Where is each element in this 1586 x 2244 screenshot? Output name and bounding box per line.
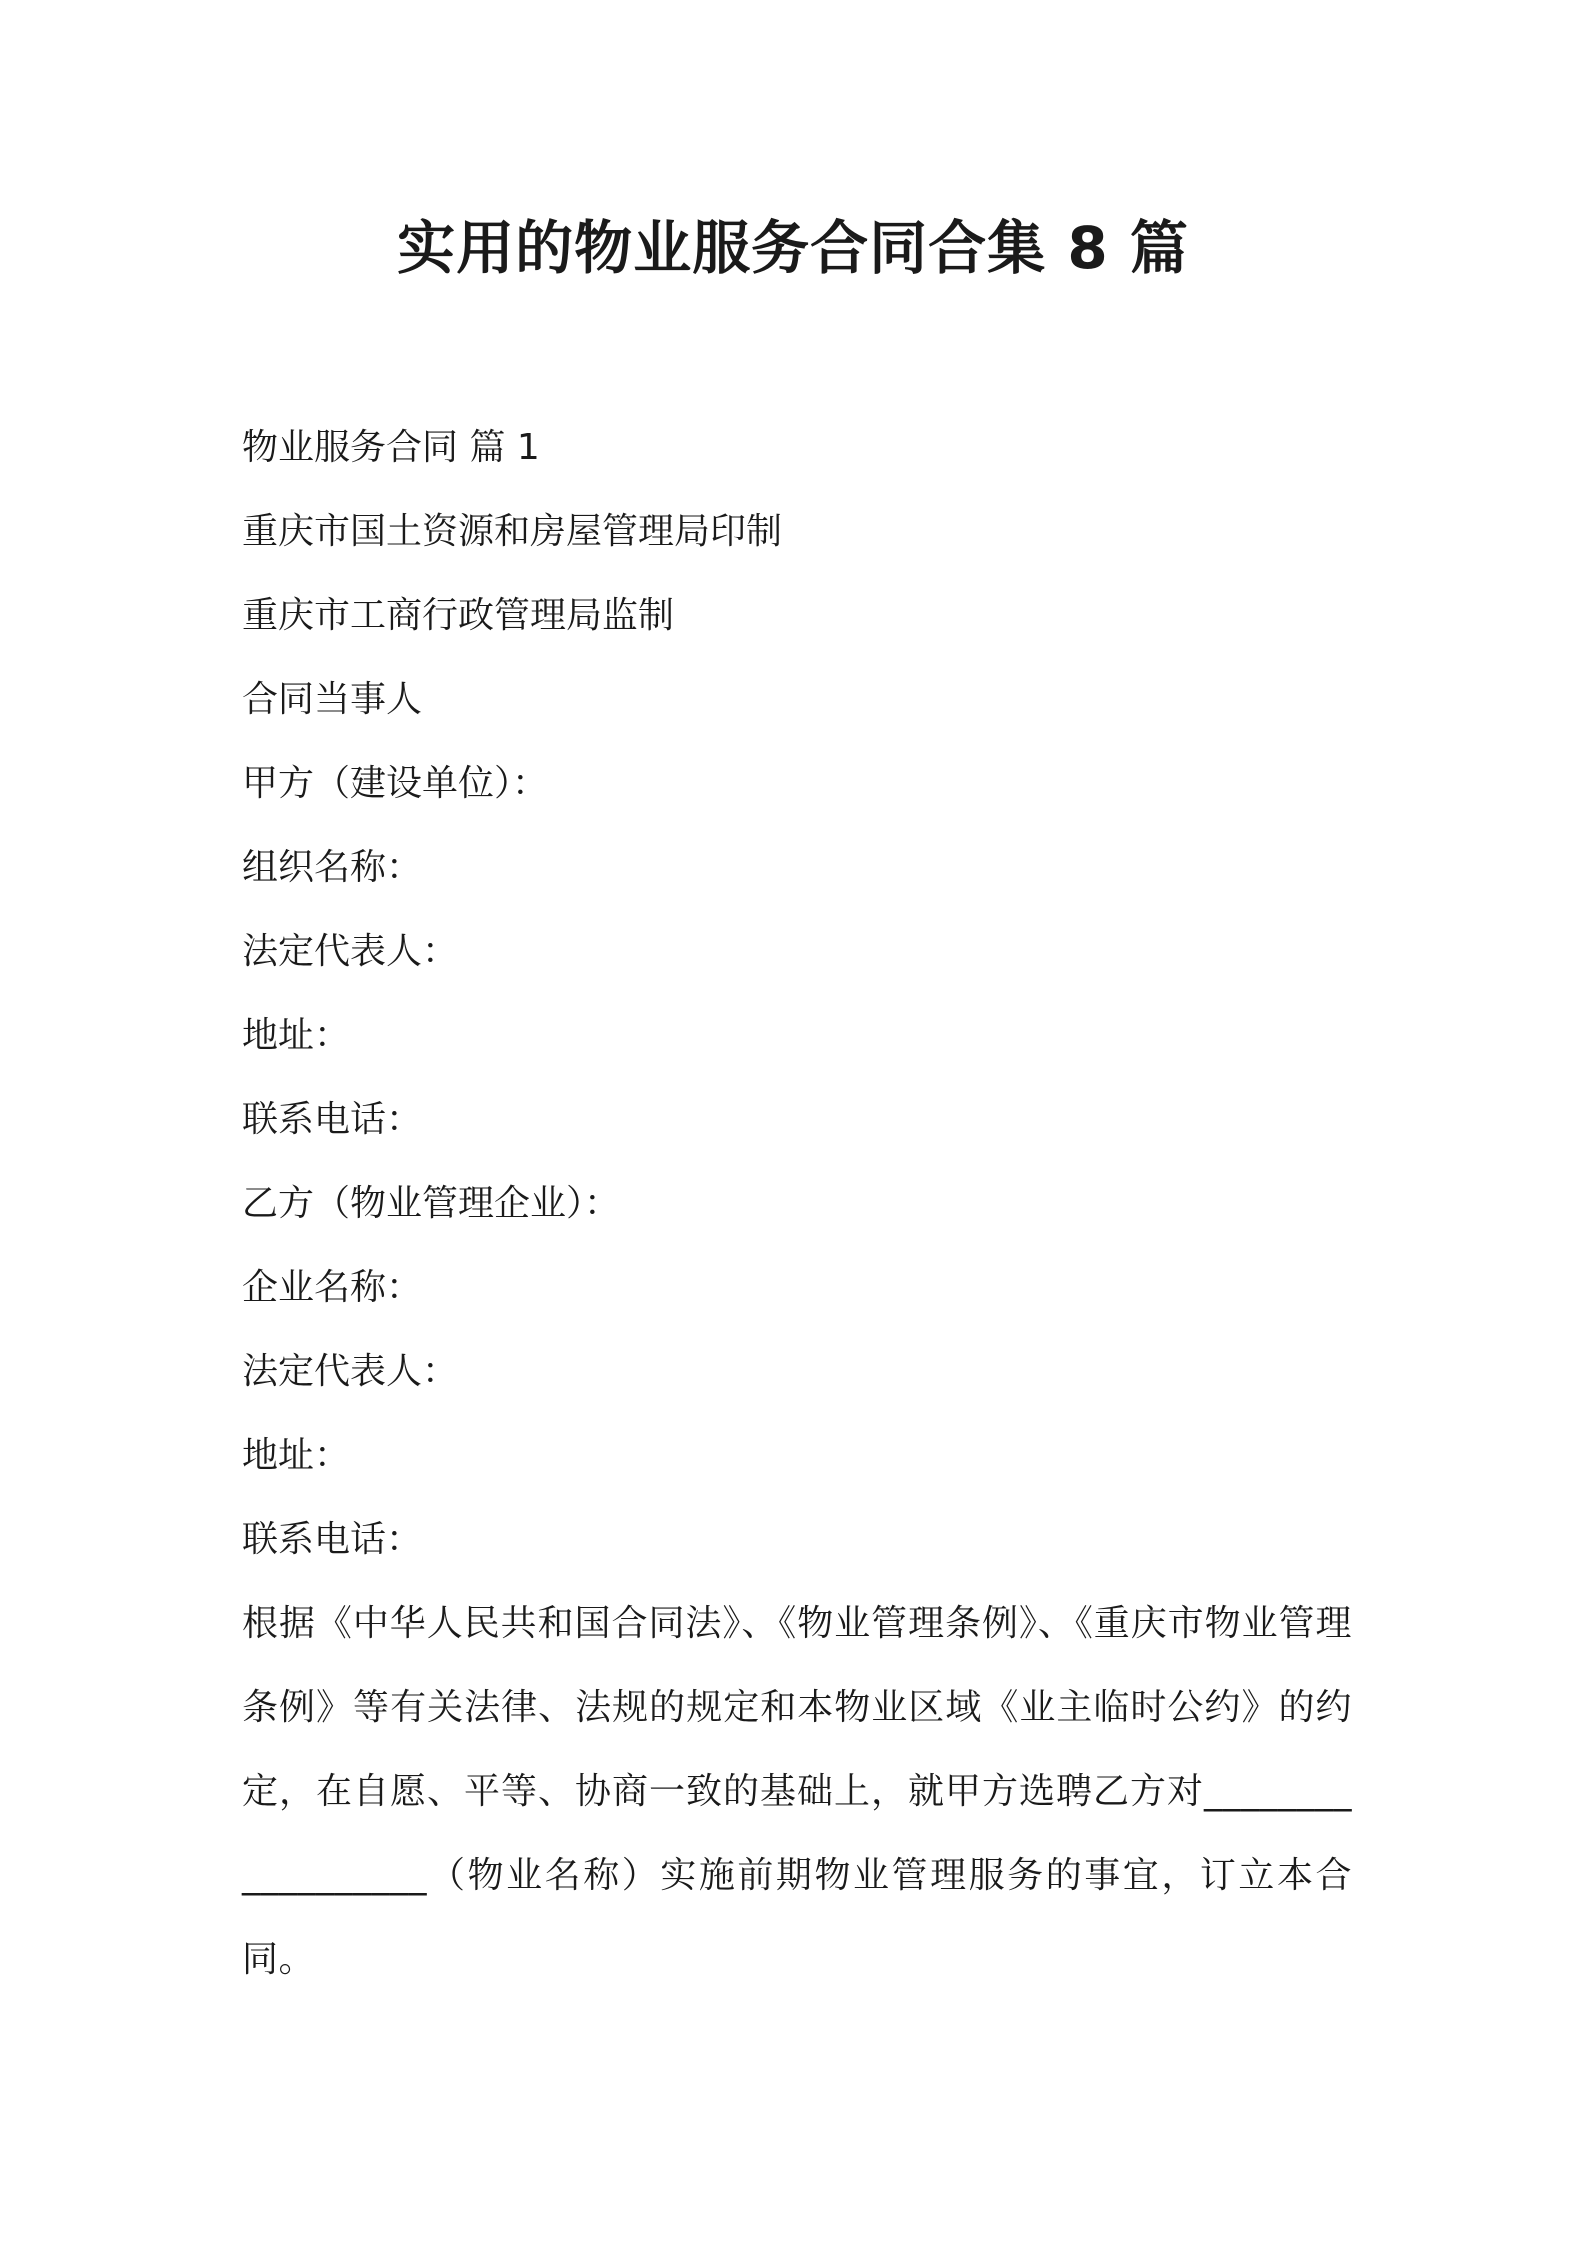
document-body xyxy=(242,406,1352,2002)
document-title: 实用的物业服务合同合集 8 篇 xyxy=(397,214,1189,282)
party-b-company-name-field: 企业名称： xyxy=(242,1267,423,1308)
parties-heading: 合同当事人 xyxy=(242,679,423,720)
party-b-heading: 乙方（物业管理企业）： xyxy=(242,1183,621,1224)
section-heading: 物业服务合同 篇 1 xyxy=(242,427,540,468)
party-a-heading: 甲方（建设单位）： xyxy=(242,763,549,804)
printed-by-line: 重庆市国土资源和房屋管理局印制 xyxy=(242,511,783,552)
party-a-phone-field: 联系电话： xyxy=(242,1099,423,1140)
party-a-legal-rep-field: 法定代表人： xyxy=(242,931,459,972)
supervised-by-line: 重庆市工商行政管理局监制 xyxy=(242,595,675,636)
party-a-address-field: 地址： xyxy=(242,1015,351,1056)
party-a-org-name-field: 组织名称： xyxy=(242,847,423,888)
party-b-phone-field: 联系电话： xyxy=(242,1519,423,1560)
party-b-legal-rep-field: 法定代表人： xyxy=(242,1351,459,1392)
contract-basis-paragraph: 根据《中华人民共和国合同法》、《物业管理条例》、《重庆市物业管理条例》等有关法律、法规的规定和本物业区域《业主临时公约》的约定，在自愿、平等、协商一致的基础上，就甲方选聘乙方对__________________（物业名称）实施前期物业管理服务的事宜，订立本合同。 xyxy=(242,1603,1352,1980)
party-b-address-field: 地址： xyxy=(242,1435,351,1476)
